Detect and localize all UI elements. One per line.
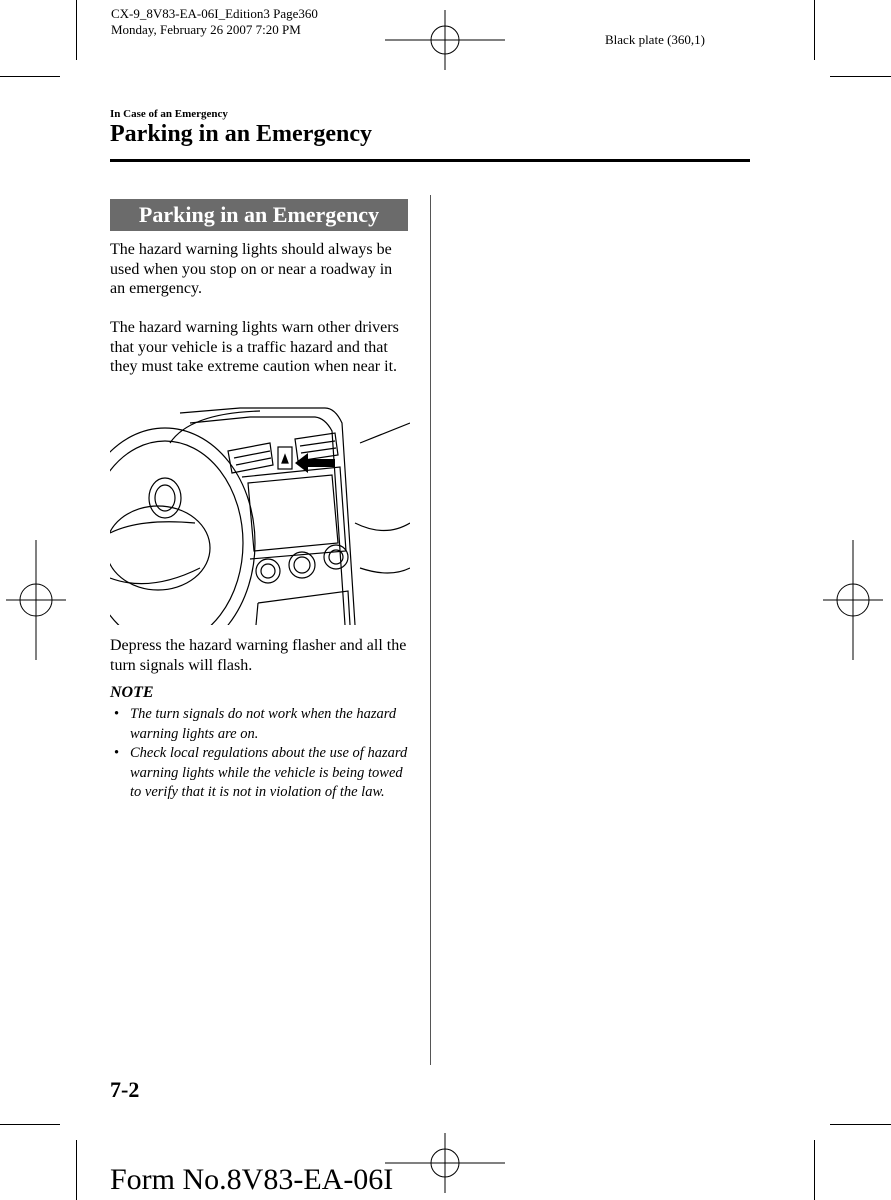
title-rule [110,159,750,162]
crop-mark [76,0,77,60]
note-text: The turn signals do not work when the hazard warning lights are on. [130,706,397,742]
print-meta [111,6,318,38]
form-number: Form No.8V83-EA-06I [110,1163,394,1196]
note-title: NOTE [110,684,154,701]
crop-mark [0,1124,60,1125]
crop-mark [814,1140,815,1200]
dashboard-hazard-illustration [110,403,410,625]
crop-mark [830,1124,891,1125]
paragraph-instruction: Depress the hazard warning flasher and all the turn signals will flash. [110,637,407,674]
registration-mark-left [6,540,66,660]
print-date-line: Monday, February 26 2007 7:20 PM [111,22,301,37]
crop-mark [830,76,891,77]
section-label: In Case of an Emergency [110,108,228,120]
list-item [110,744,410,803]
section-heading: Parking in an Emergency [110,199,408,231]
bullet-icon: • [114,706,120,722]
paragraph-usage: The hazard warning lights should always be used when you stop on or near a roadway in an emergency. [110,241,393,297]
crop-mark [0,76,60,77]
crop-mark [76,1140,77,1200]
page-title: Parking in an Emergency [110,121,372,147]
crop-mark [814,0,815,60]
list-item [110,705,410,744]
paragraph-warning: The hazard warning lights warn other drivers that your vehicle is a traffic hazard and that they must take extreme caution when near it. [110,319,399,375]
column-divider [430,195,431,1065]
plate-label: Black plate (360,1) [605,32,705,47]
registration-mark-top [385,10,505,70]
note-list [110,705,410,803]
note-text: Check local regulations about the use of hazard warning lights while the vehicle is being towed to verify that it is not in violation of the law. [130,745,408,800]
registration-mark-bottom [385,1133,505,1193]
print-file-line: CX-9_8V83-EA-06I_Edition3 Page360 [111,6,318,21]
bullet-icon: • [114,745,120,761]
registration-mark-right [823,540,883,660]
page-number: 7-2 [110,1077,140,1102]
